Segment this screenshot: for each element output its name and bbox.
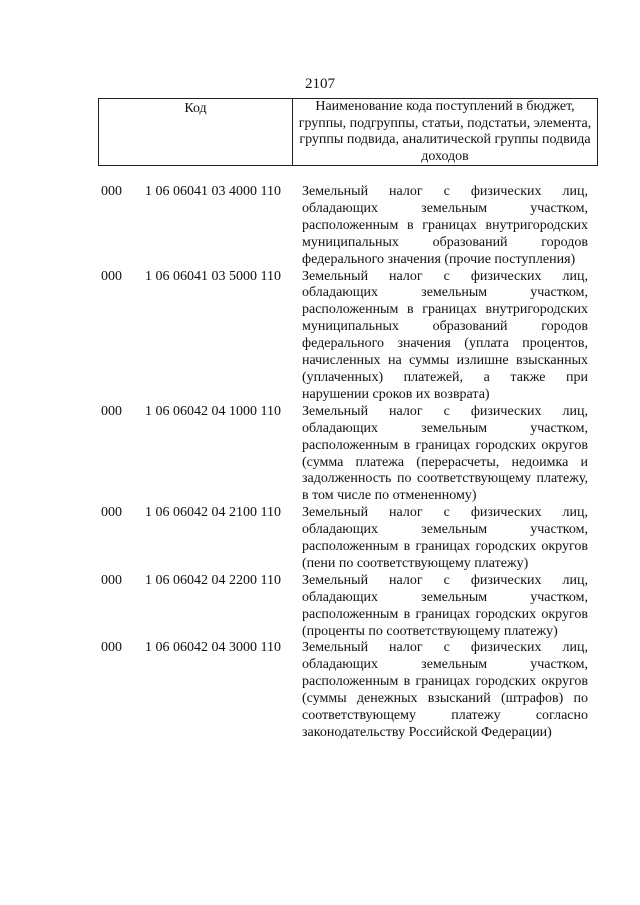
revenue-name: Земельный налог с физических лиц, обладающих земельным участком, расположенным в границах внутригородских муниципальных образований городов федерального значения (уплата процентов, начисленных на суммы излишне взысканных (уплаченных) платежей, а также при нарушении сроков их возврата) xyxy=(302,268,588,402)
revenue-code: 1 06 06042 04 1000 110 xyxy=(145,403,281,419)
header-name-column: Наименование кода поступлений в бюджет, группы, подгруппы, статьи, подстатьи, элемента, группы подвида, аналитической группы подвида доходов xyxy=(298,99,592,164)
admin-code: 000 xyxy=(101,268,122,284)
admin-code: 000 xyxy=(101,184,122,199)
admin-code: 000 xyxy=(101,403,122,419)
admin-code: 000 xyxy=(101,572,122,588)
header-code-column: Код xyxy=(99,99,293,165)
revenue-code: 1 06 06042 04 2100 110 xyxy=(145,505,281,521)
admin-code: 000 xyxy=(101,640,122,656)
revenue-code: 1 06 06041 03 4000 110 xyxy=(145,184,281,199)
revenue-name: Земельный налог с физических лиц, обладающих земельным участком, расположенным в границах городских округов (суммы денежных взысканий (штрафов) по соответствующему платежу согласно законодательству Российской Федерации) xyxy=(302,640,588,740)
revenue-name: Земельный налог с физических лиц, обладающих земельным участком, расположенным в границах городских округов (пени по соответствующему платежу) xyxy=(302,505,588,571)
table-header xyxy=(98,98,598,166)
revenue-name: Земельный налог с физических лиц, обладающих земельным участком, расположенным в границах городских округов (сумма платежа (перерасчеты, недоимка и задолженность по соответствующему платежу, в том числе по отмененному) xyxy=(302,403,588,504)
table-row xyxy=(0,573,640,641)
table-row xyxy=(0,640,640,741)
admin-code: 000 xyxy=(101,505,122,521)
table-row xyxy=(0,505,640,573)
revenue-code: 1 06 06041 03 5000 110 xyxy=(145,268,281,284)
table-row xyxy=(0,269,640,404)
revenue-name: Земельный налог с физических лиц, обладающих земельным участком, расположенным в границах внутригородских муниципальных образований городов федерального значения (прочие поступления) xyxy=(302,184,588,267)
table-row xyxy=(0,404,640,505)
table-body xyxy=(0,184,640,742)
revenue-code: 1 06 06042 04 3000 110 xyxy=(145,640,281,656)
revenue-code: 1 06 06042 04 2200 110 xyxy=(145,572,281,588)
page-number: 2107 xyxy=(305,76,335,92)
table-row xyxy=(0,184,640,269)
revenue-name: Земельный налог с физических лиц, обладающих земельным участком, расположенным в границах городских округов (проценты по соответствующему платежу) xyxy=(302,572,588,639)
